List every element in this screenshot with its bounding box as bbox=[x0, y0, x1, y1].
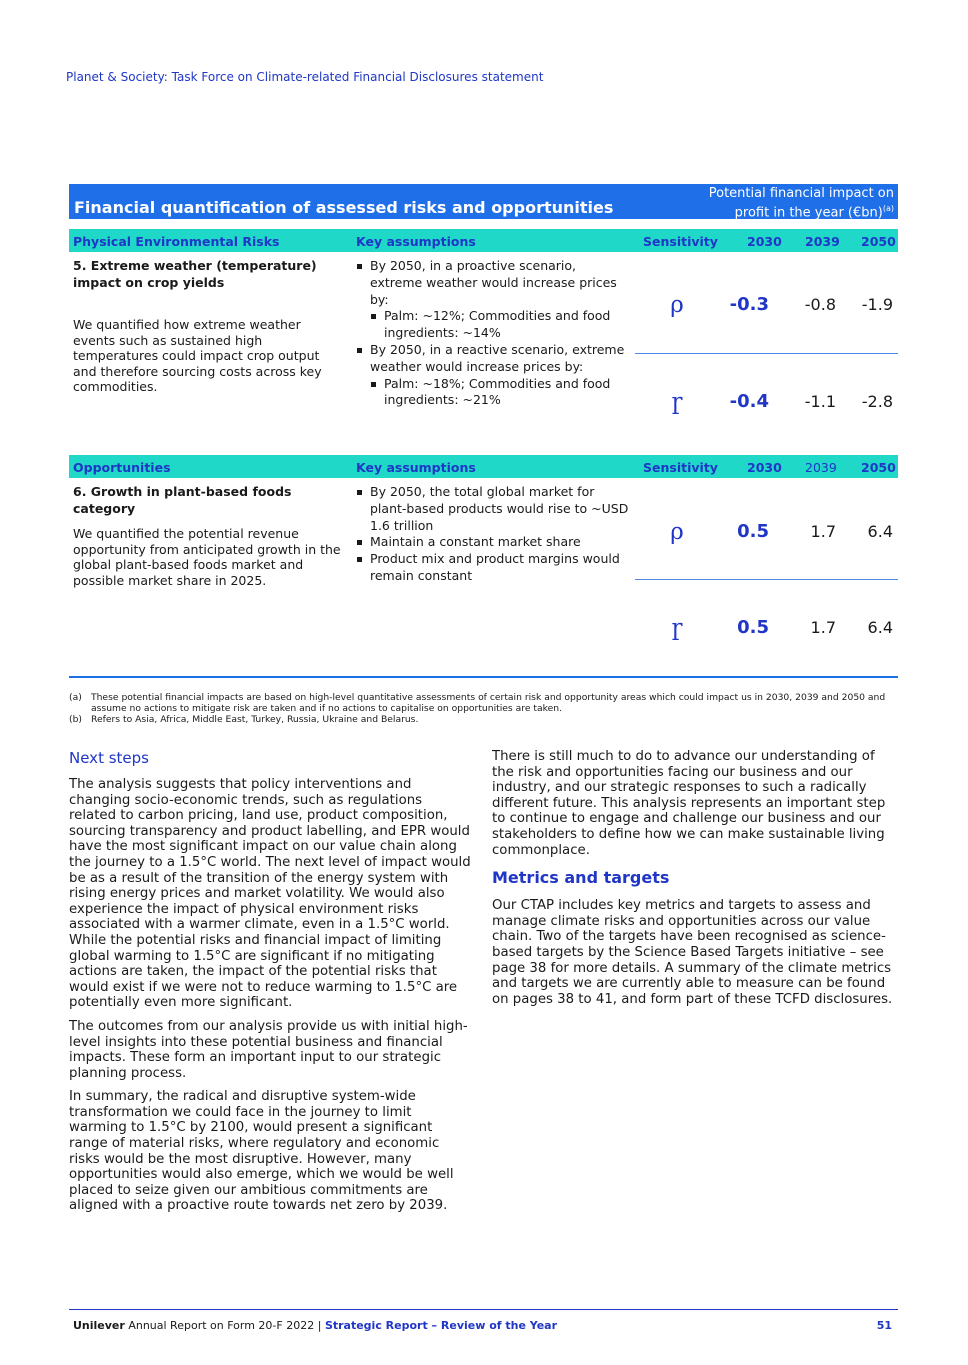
opp-proactive-2030: 0.5 bbox=[737, 521, 769, 542]
metrics-heading: Metrics and targets bbox=[492, 868, 670, 888]
col-2050: 2050 bbox=[861, 234, 896, 249]
risk-reactive-2050: -2.8 bbox=[861, 392, 893, 411]
table-title: Financial quantification of assessed risks and opportunities bbox=[74, 198, 614, 217]
impact-footnote-mark: (a) bbox=[882, 204, 894, 213]
list-item: By 2050, in a proactive scenario, extreme weather would increase prices by: Palm: ~12%; Commodities and food ingredients: ~14% bbox=[356, 258, 631, 342]
footnote-a: (a) These potential financial impacts are based on high-level quantitative assessments of certain risk and opportunity areas which could impact us in 2030, 2039 and 2050 and assume no actions to mitigate risk are taken and if no actions to capitalise on opportunities are taken. bbox=[69, 692, 886, 714]
footer-brand: Unilever bbox=[73, 1319, 125, 1332]
footer-report: Annual Report on Form 20-F 2022 bbox=[128, 1319, 315, 1332]
metrics-paragraph: Our CTAP includes key metrics and targets to assess and manage climate risks and opportunities across our value chain. Two of the targets have been recognised as science-based targets by the Science Based Targets initiative – see page 38 for more details. A summary of the climate metrics and targets we are currently able to measure can be found on pages 38 to 41, and form part of these TCFD disclosures. bbox=[492, 898, 893, 1007]
impact-header-line1: Potential financial impact on bbox=[708, 186, 894, 201]
col-opportunities: Opportunities bbox=[73, 460, 171, 475]
opportunities-header bbox=[69, 455, 898, 478]
footnotes bbox=[69, 692, 898, 725]
opp-proactive-2050: 6.4 bbox=[867, 522, 893, 541]
opp-reactive-2030: 0.5 bbox=[737, 617, 769, 638]
opportunity-title: 6. Growth in plant-based foods category bbox=[73, 484, 292, 516]
reactive-icon: ɼ bbox=[671, 615, 683, 641]
col-physical-risks: Physical Environmental Risks bbox=[73, 234, 280, 249]
right-paragraph-1: There is still much to do to advance our understanding of the risk and opportunities facing our business and our industry, and our strategic responses to such a radically different future. This analysis represents an important step to continue to engage and challenge our business and our stakeholders to define how we can make sustainable living commonplace. bbox=[492, 749, 886, 858]
col-key-assumptions: Key assumptions bbox=[356, 460, 476, 475]
list-item: Palm: ~12%; Commodities and food ingredients: ~14% bbox=[370, 308, 631, 342]
risk-description: We quantified how extreme weather events such as sustained high temperatures could impact crop output and therefore sourcing costs across key commodities. bbox=[73, 317, 322, 395]
footer-separator: | bbox=[317, 1319, 322, 1332]
opportunity-assumptions-list bbox=[356, 484, 631, 585]
right-column bbox=[492, 749, 898, 1015]
table-bottom-rule bbox=[69, 676, 898, 678]
list-item: By 2050, the total global market for plant-based products would rise to ~USD 1.6 trillion bbox=[356, 484, 631, 534]
table-title-bar bbox=[69, 184, 898, 219]
list-item: Product mix and product margins would remain constant bbox=[356, 551, 631, 585]
list-item: By 2050, in a reactive scenario, extreme weather would increase prices by: Palm: ~18%; Commodities and food ingredients: ~21% bbox=[356, 342, 631, 409]
page-number: 51 bbox=[876, 1319, 892, 1332]
footer-section-link[interactable]: Strategic Report – Review of the Year bbox=[324, 1319, 558, 1332]
reactive-icon: ɼ bbox=[671, 389, 683, 415]
risk-title: 5. Extreme weather (temperature) impact on crop yields bbox=[73, 258, 317, 290]
running-header: Planet & Society: Task Force on Climate-related Financial Disclosures statement bbox=[66, 70, 544, 84]
impact-header bbox=[709, 186, 894, 220]
footer-rule bbox=[69, 1309, 898, 1310]
row-divider bbox=[635, 353, 898, 354]
risk-proactive-2039: -0.8 bbox=[804, 295, 836, 314]
col-sensitivity: Sensitivity bbox=[643, 234, 718, 249]
impact-header-line2: profit in the year (€bn) bbox=[734, 205, 883, 221]
risk-proactive-2030: -0.3 bbox=[729, 294, 769, 315]
opportunity-description: We quantified the potential revenue opportunity from anticipated growth in the global plant-based foods market and possible market share in 2025. bbox=[73, 526, 341, 588]
proactive-icon: ρ bbox=[670, 519, 684, 545]
next-steps-paragraph-1: The analysis suggests that policy interventions and changing socio-economic trends, such as regulations related to carbon pricing, land use, product composition, sourcing transparency and product labelling, and EPR would have the most significant impact on our value chain along the journey to a 1.5°C world. The next level of impact would be as a result of the transition of the energy system with rising energy prices and market volatility. We would also experience the impact of physical environment risks associated with a warmer climate, even in a 1.5°C world. While the potential risks and financial impact of limiting global warming to 1.5°C are significant if no mitigating actions are taken, the impact of the potential risks that would exist if we were not to reduce warming to 1.5°C are potentially even more significant. bbox=[69, 777, 471, 1011]
proactive-icon: ρ bbox=[670, 292, 684, 318]
list-item: Palm: ~18%; Commodities and food ingredients: ~21% bbox=[370, 376, 631, 410]
next-steps-paragraph-3: In summary, the radical and disruptive system-wide transformation we could face in the journey to limit warming to 1.5°C by 2100, would present a significant range of material risks, where regulatory and economic risks would be the most disruptive. However, many opportunities would also emerge, which we would be well placed to seize given our ambitious commitments are aligned with a proactive route towards net zero by 2039. bbox=[69, 1089, 454, 1214]
list-item: Maintain a constant market share bbox=[356, 534, 631, 551]
physical-risks-header bbox=[69, 229, 898, 252]
next-steps-column bbox=[69, 749, 471, 1222]
next-steps-paragraph-2: The outcomes from our analysis provide us with initial high-level insights into these potential business and financial impacts. These form an important input to our strategic planning process. bbox=[69, 1018, 468, 1081]
col-2030: 2030 bbox=[747, 460, 782, 475]
col-2030: 2030 bbox=[747, 234, 782, 249]
risk-reactive-2030: -0.4 bbox=[729, 391, 769, 412]
footer bbox=[73, 1319, 557, 1332]
opp-reactive-2050: 6.4 bbox=[867, 618, 893, 637]
footnote-b: (b) Refers to Asia, Africa, Middle East, Turkey, Russia, Ukraine and Belarus. bbox=[69, 714, 419, 725]
risk-reactive-2039: -1.1 bbox=[804, 392, 836, 411]
col-key-assumptions: Key assumptions bbox=[356, 234, 476, 249]
col-2039: 2039 bbox=[805, 460, 837, 475]
col-2039: 2039 bbox=[805, 234, 840, 249]
next-steps-heading: Next steps bbox=[69, 749, 149, 767]
col-2050: 2050 bbox=[861, 460, 896, 475]
col-sensitivity: Sensitivity bbox=[643, 460, 718, 475]
row-divider bbox=[635, 579, 898, 580]
risk-assumptions-list bbox=[356, 258, 631, 409]
opp-reactive-2039: 1.7 bbox=[810, 618, 836, 637]
opp-proactive-2039: 1.7 bbox=[810, 522, 836, 541]
risk-proactive-2050: -1.9 bbox=[861, 295, 893, 314]
